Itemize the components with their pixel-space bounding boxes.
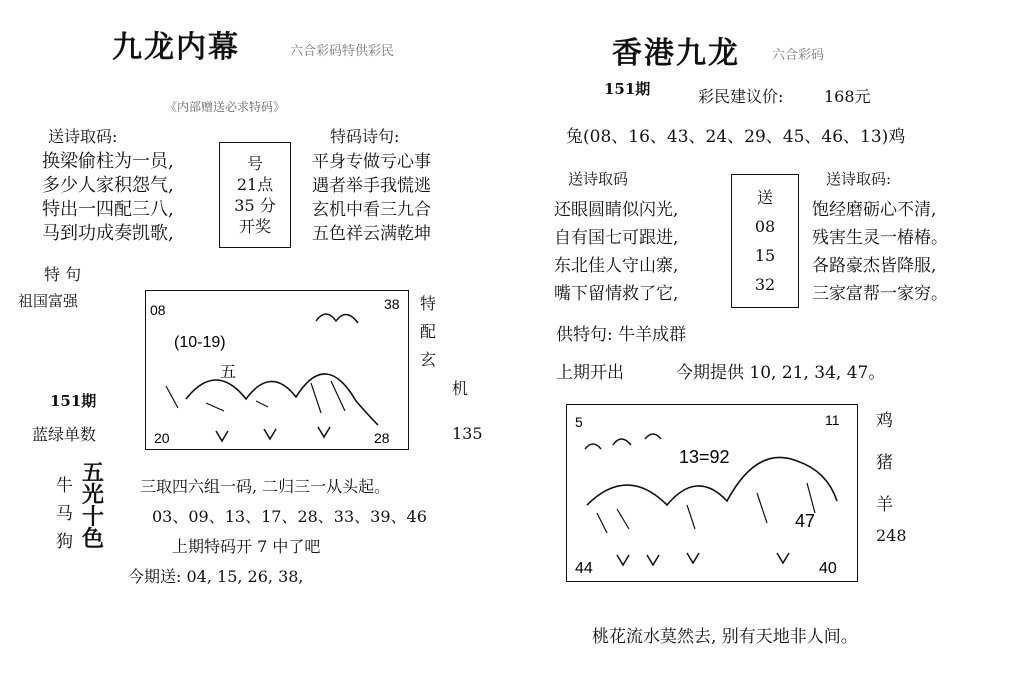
left-special-poem: [312, 150, 431, 246]
tu-line: 兔(08、16、43、24、29、45、46、13)鸡: [566, 127, 906, 147]
special-sentence: 祖国富强: [18, 292, 79, 310]
right-poem-left: [554, 196, 678, 308]
poem-line: 各路豪杰皆降服,: [812, 256, 937, 276]
animal: 狗: [56, 532, 73, 552]
box-line: 08: [754, 217, 776, 236]
drawing-label: 五: [220, 362, 237, 381]
left-this-issue-line: 今期送: 04, 15, 26, 38,: [128, 567, 304, 586]
animals-column: [56, 472, 73, 556]
last-issue-label: 上期开出: [556, 363, 624, 383]
color-char: 五: [82, 460, 105, 486]
drawing-label: 40: [819, 560, 837, 577]
special-sentence-label: 特 句: [44, 265, 82, 284]
vertical-char: 猪: [876, 453, 893, 473]
right-special-line: 供特句: 牛羊成群: [556, 325, 687, 345]
left-numbers-line: 03、09、13、17、28、33、39、46: [152, 507, 427, 526]
left-special-heading: 特码诗句:: [330, 127, 400, 146]
poem-line: 平身专做亏心事: [312, 152, 431, 172]
right-issue: 151期: [604, 80, 651, 98]
color-char: 色: [82, 526, 105, 552]
color-char: 光: [82, 482, 105, 508]
animal: 马: [56, 504, 73, 524]
box-line: 开奖: [238, 217, 271, 236]
poem-line: 遇者举手我慌逃: [312, 176, 431, 196]
left-right-number: 135: [452, 424, 483, 443]
left-drawing: [145, 290, 409, 450]
poem-line: 玄机中看三九合: [312, 200, 431, 220]
poem-line: 自有国七可跟进,: [554, 228, 679, 248]
left-right-vertical: [420, 290, 436, 374]
drawing-label: (10-19): [174, 334, 226, 351]
hills-sketch: [567, 405, 857, 581]
mountain-sketch: [146, 291, 408, 449]
poem-line: 三家富帮一家穷。: [812, 284, 948, 304]
right-drawing: [566, 404, 858, 582]
drawing-label: 44: [575, 560, 593, 577]
drawing-label: 13=92: [679, 447, 730, 467]
animal: 牛: [56, 476, 73, 496]
colors-column: [82, 462, 104, 550]
left-title-sub: 六合彩码特供彩民: [290, 44, 395, 59]
right-heading-right: 送诗取码:: [826, 170, 892, 188]
send-numbers-box: [731, 174, 799, 308]
poem-line: 特出一四配三八,: [42, 199, 174, 220]
poem-line: 换梁偷柱为一员,: [42, 151, 174, 172]
vertical-char: 羊: [876, 495, 893, 515]
left-title: 九龙内幕: [112, 30, 240, 65]
box-line: 送: [756, 188, 773, 207]
vertical-char: 玄: [420, 350, 437, 369]
left-line-1: 三取四六组一码, 二归三一从头起。: [140, 477, 391, 496]
drawing-label: 11: [825, 412, 840, 428]
right-side-number: 248: [876, 526, 907, 545]
poem-line: 嘴下留情救了它,: [554, 284, 679, 304]
drawing-label: 47: [795, 511, 816, 531]
drawing-label: 38: [384, 296, 400, 312]
drawing-label: 28: [374, 430, 390, 446]
box-line: 15: [754, 246, 776, 265]
poem-line: 多少人家积怨气,: [42, 175, 174, 196]
right-heading-left: 送诗取码: [568, 170, 629, 188]
left-poem-heading: 送诗取码:: [48, 127, 118, 146]
drawing-label: 08: [150, 302, 166, 318]
right-poem-right: [812, 196, 948, 308]
right-side-vertical: [876, 400, 893, 526]
left-last-issue-line: 上期特码开 7 中了吧: [172, 537, 321, 556]
poem-line: 饱经磨砺心不清,: [812, 200, 937, 220]
left-subtitle: 《内部赠送必求特码》: [165, 100, 286, 114]
left-poem: [42, 150, 174, 246]
right-title: 香港九龙: [612, 36, 740, 71]
vertical-char: 机: [452, 379, 469, 398]
vertical-char: 特: [420, 294, 437, 313]
left-issue-note: 蓝绿单数: [32, 425, 97, 444]
vertical-char: 鸡: [876, 411, 893, 431]
draw-time-box: [219, 142, 291, 248]
right-title-sub: 六合彩码: [772, 48, 825, 63]
right-footer-line: 桃花流水莫然去, 别有天地非人间。: [592, 627, 858, 647]
drawing-label: 5: [575, 414, 583, 430]
drawing-label: 20: [154, 430, 170, 446]
left-issue: 151期: [50, 392, 97, 410]
box-line: 35 分: [234, 196, 276, 215]
price-value: 168元: [824, 87, 871, 106]
box-line: 32: [754, 275, 776, 294]
provide-line: 今期提供 10, 21, 34, 47。: [676, 363, 886, 383]
box-line: 21点: [236, 175, 274, 194]
poem-line: 残害生灵一椿椿。: [812, 228, 948, 248]
color-char: 十: [82, 504, 105, 530]
poem-line: 五色祥云满乾坤: [312, 224, 431, 244]
vertical-char: 配: [420, 322, 437, 341]
price-label: 彩民建议价:: [698, 87, 784, 106]
box-line: 号: [246, 154, 263, 173]
poem-line: 东北佳人守山寨,: [554, 256, 679, 276]
poem-line: 马到功成奏凯歌,: [42, 223, 174, 244]
poem-line: 还眼圆睛似闪光,: [554, 200, 679, 220]
